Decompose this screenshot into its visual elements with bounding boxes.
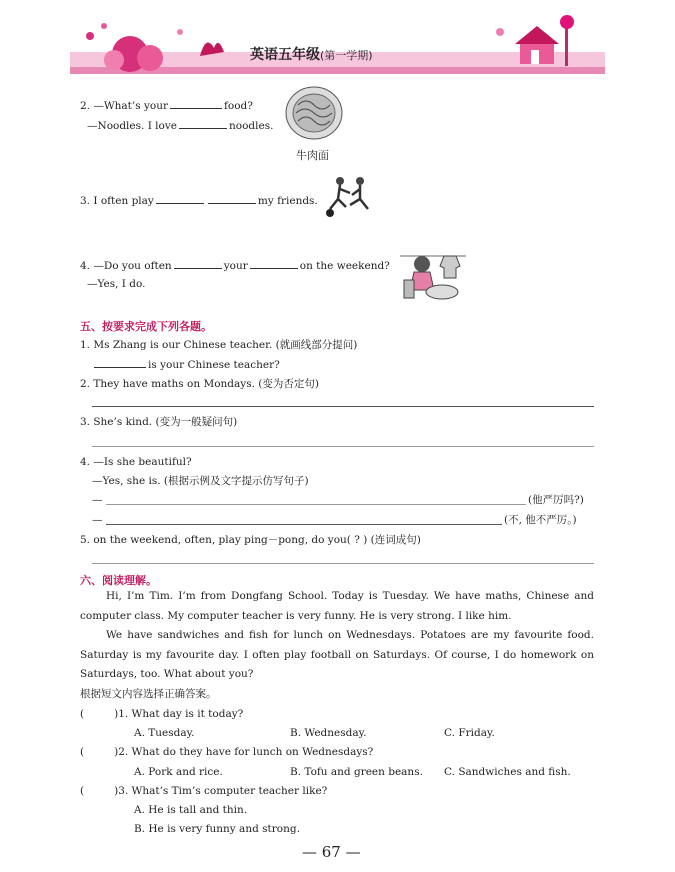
answer-line[interactable]	[92, 406, 594, 407]
option-a[interactable]: A. Tuesday.	[134, 727, 195, 739]
dash: —	[92, 514, 103, 526]
book-title: 英语五年级	[250, 47, 320, 63]
answer-line[interactable]	[106, 524, 502, 525]
answer-line[interactable]	[92, 563, 594, 564]
option-b[interactable]: B. Wednesday.	[290, 727, 367, 739]
passage-paragraph-2: We have sandwiches and fish for lunch on Wednesdays. Potatoes are my favourite food. Saturday is my favourite day. I often play football on Saturdays. Of course, I do homework on Saturdays, too. What about you?	[80, 629, 594, 680]
blank[interactable]	[179, 118, 227, 129]
page-number: — 67 —	[302, 843, 361, 861]
laundry-image	[398, 244, 468, 302]
answer-line[interactable]	[106, 504, 526, 505]
q2-line2: —Noodles. I love noodles.	[87, 120, 274, 132]
s5-item2: 2. They have maths on Mondays. (变为否定句)	[80, 378, 319, 390]
blank[interactable]	[250, 258, 298, 269]
blank[interactable]	[94, 357, 146, 368]
page-title	[250, 44, 373, 64]
answer-line[interactable]	[92, 446, 594, 447]
reading-instruction: 根据短文内容选择正确答案。	[80, 688, 217, 700]
dash: —	[92, 494, 103, 506]
reading-question: ( )2. What do they have for lunch on Wednesdays?	[80, 746, 374, 758]
option-c[interactable]: C. Sandwiches and fish.	[444, 766, 571, 778]
section-5-title: 五、按要求完成下列各题。	[80, 320, 212, 333]
blank[interactable]	[174, 258, 222, 269]
q2-line1: 2. —What’s your food?	[80, 100, 253, 112]
option-b[interactable]: B. Tofu and green beans.	[290, 766, 423, 778]
hint-2: (不, 他不严厉。)	[504, 514, 577, 526]
s5-item5: 5. on the weekend, often, play ping－pong, do you( ? ) (连词成句)	[80, 534, 421, 546]
s5-item1-answer: is your Chinese teacher?	[92, 357, 280, 372]
s5-item1: 1. Ms Zhang is our Chinese teacher. (就画线部分提问)	[80, 339, 358, 351]
semester: (第一学期)	[320, 49, 373, 62]
q4-line2: —Yes, I do.	[87, 278, 146, 290]
hint-1: (他严厉吗?)	[528, 494, 584, 506]
s5-item4: 4. —Is she beautiful?	[80, 456, 192, 468]
blank[interactable]	[156, 193, 204, 204]
option-a[interactable]: A. Pork and rice.	[134, 766, 223, 778]
passage-paragraph-1: Hi, I’m Tim. I’m from Dongfang School. Today is Tuesday. We have maths, Chinese and computer class. My computer teacher is very funny. He is very strong. I like him.	[80, 590, 594, 622]
s5-item3: 3. She’s kind. (变为一般疑问句)	[80, 416, 238, 428]
q3-line: 3. I often play my friends.	[80, 195, 318, 207]
blank[interactable]	[170, 98, 222, 109]
option-a[interactable]: A. He is tall and thin.	[134, 804, 248, 816]
option-b[interactable]: B. He is very funny and strong.	[134, 823, 300, 835]
reading-question: ( )3. What’s Tim’s computer teacher like?	[80, 785, 328, 797]
header-banner	[70, 12, 605, 74]
image-caption: 牛肉面	[296, 149, 329, 162]
s5-item4-instr: —Yes, she is. (根据示例及文字提示仿写句子)	[92, 475, 309, 487]
noodles-image	[284, 85, 344, 141]
q4-line1: 4. —Do you often your on the weekend?	[80, 260, 390, 272]
football-image	[322, 175, 378, 223]
reading-question: ( )1. What day is it today?	[80, 708, 244, 720]
section-6-title: 六、阅读理解。	[80, 574, 157, 587]
blank[interactable]	[208, 193, 256, 204]
option-c[interactable]: C. Friday.	[444, 727, 495, 739]
